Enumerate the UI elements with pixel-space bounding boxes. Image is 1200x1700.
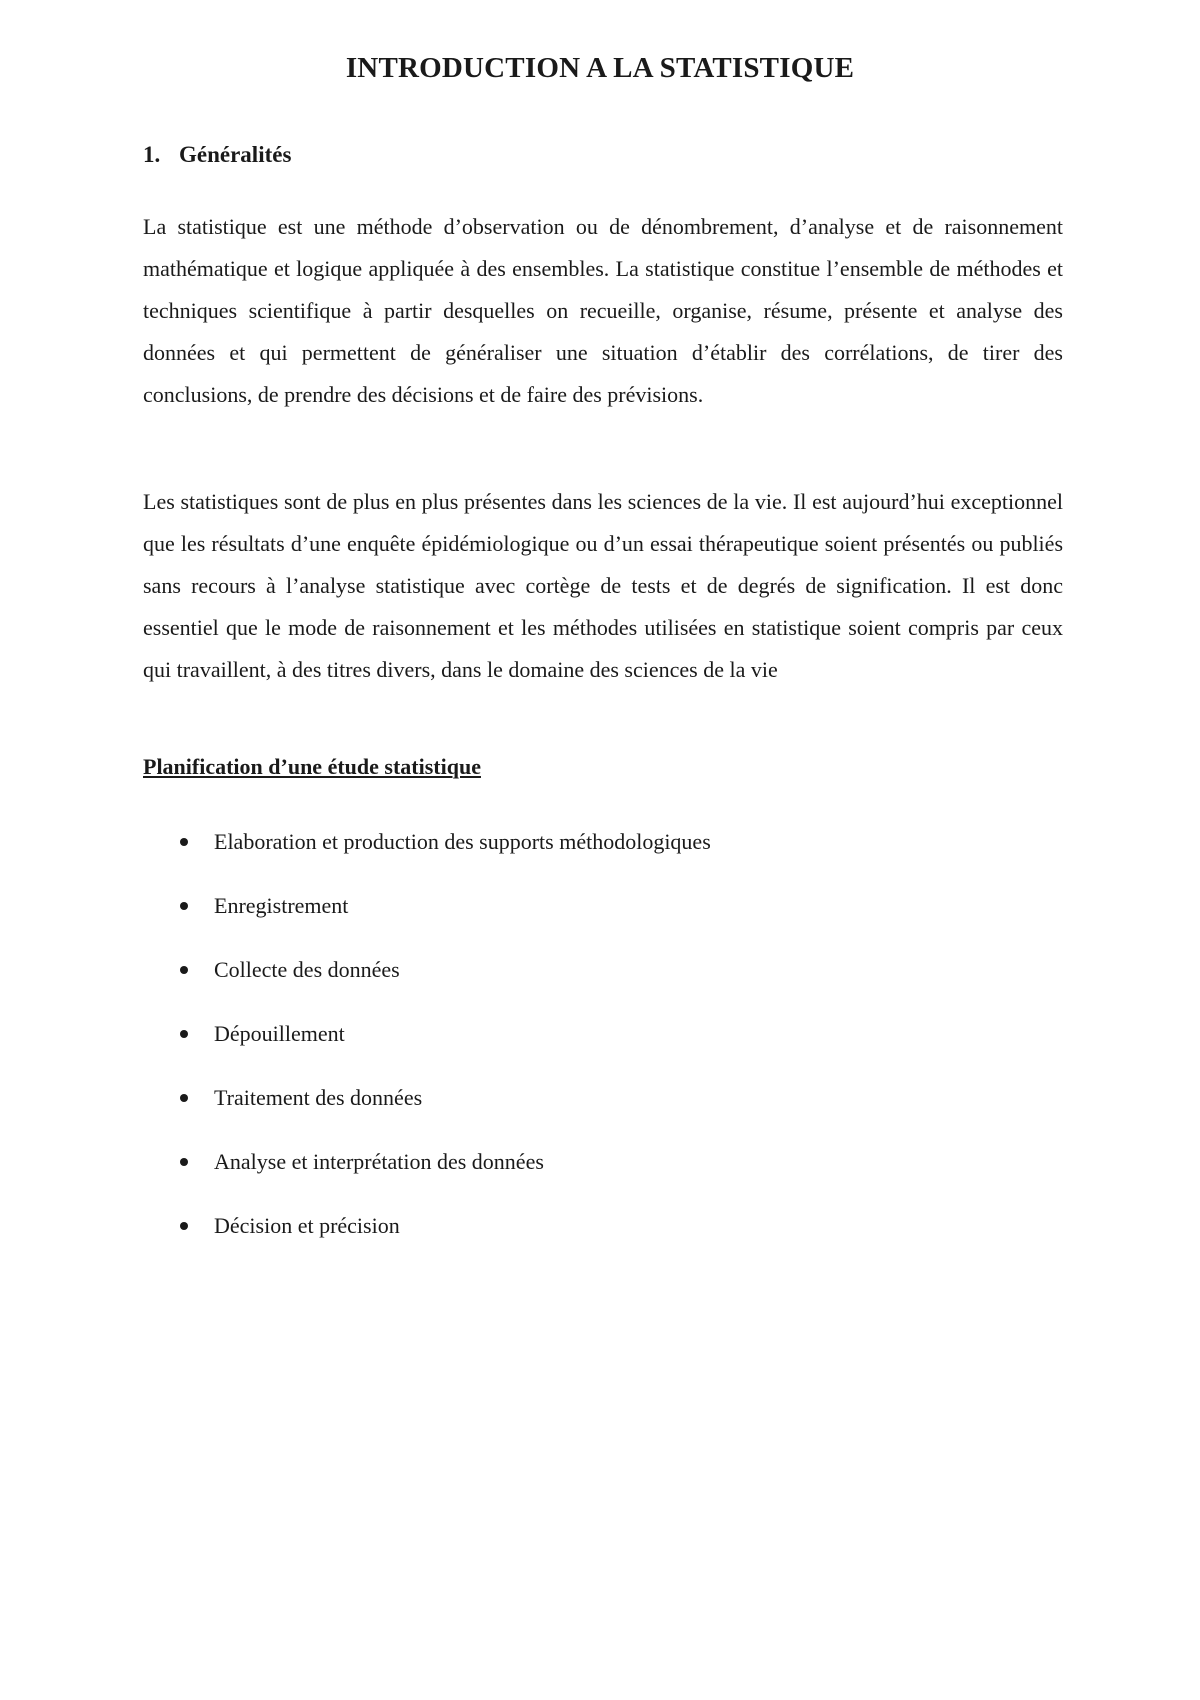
list-item	[180, 874, 711, 938]
list-item	[180, 810, 711, 874]
list-item-text: Décision et précision	[214, 1213, 400, 1238]
list-item-text: Collecte des données	[214, 957, 400, 982]
list-item	[180, 1130, 711, 1194]
document-title: INTRODUCTION A LA STATISTIQUE	[345, 52, 855, 84]
bullet-icon	[180, 838, 188, 846]
bullet-icon	[180, 1222, 188, 1230]
list-item	[180, 1066, 711, 1130]
planning-steps-list	[180, 810, 711, 1258]
section-heading	[143, 142, 291, 168]
list-item	[180, 938, 711, 1002]
list-item-text: Traitement des données	[214, 1085, 423, 1110]
bullet-icon	[180, 1030, 188, 1038]
list-item	[180, 1002, 711, 1066]
bullet-icon	[180, 1094, 188, 1102]
bullet-icon	[180, 902, 188, 910]
paragraph: Les statistiques sont de plus en plus présentes dans les sciences de la vie. Il est aujourd’hui exceptionnel que les résultats d’une enquête épidémiologique ou d’un essai thérapeutique soient présentés ou publiés sans recours à l’analyse statistique avec cortège de tests et de degrés de signification. Il est donc essentiel que le mode de raisonnement et les méthodes utilisées en statistique soient compris par ceux qui travaillent, à des titres divers, dans le domaine des sciences de la vie	[143, 489, 1063, 682]
paragraph: La statistique est une méthode d’observation ou de dénombrement, d’analyse et de raisonnement mathématique et logique appliquée à des ensembles. La statistique constitue l’ensemble de méthodes et techniques scientifique à partir desquelles on recueille, organise, résume, présente et analyse des données et qui permettent de généraliser une situation d’établir des corrélations, de tirer des conclusions, de prendre des décisions et de faire des prévisions.	[143, 214, 1063, 407]
section-number: 1.	[143, 142, 161, 167]
list-item-text: Enregistrement	[214, 893, 349, 918]
planning-subheading: Planification d’une étude statistique	[143, 754, 481, 779]
section-title: Généralités	[179, 142, 292, 167]
list-item-text: Elaboration et production des supports méthodologiques	[214, 829, 711, 854]
list-item-text: Dépouillement	[214, 1021, 345, 1046]
list-item	[180, 1194, 711, 1258]
list-item-text: Analyse et interprétation des données	[214, 1149, 544, 1174]
bullet-icon	[180, 966, 188, 974]
bullet-icon	[180, 1158, 188, 1166]
